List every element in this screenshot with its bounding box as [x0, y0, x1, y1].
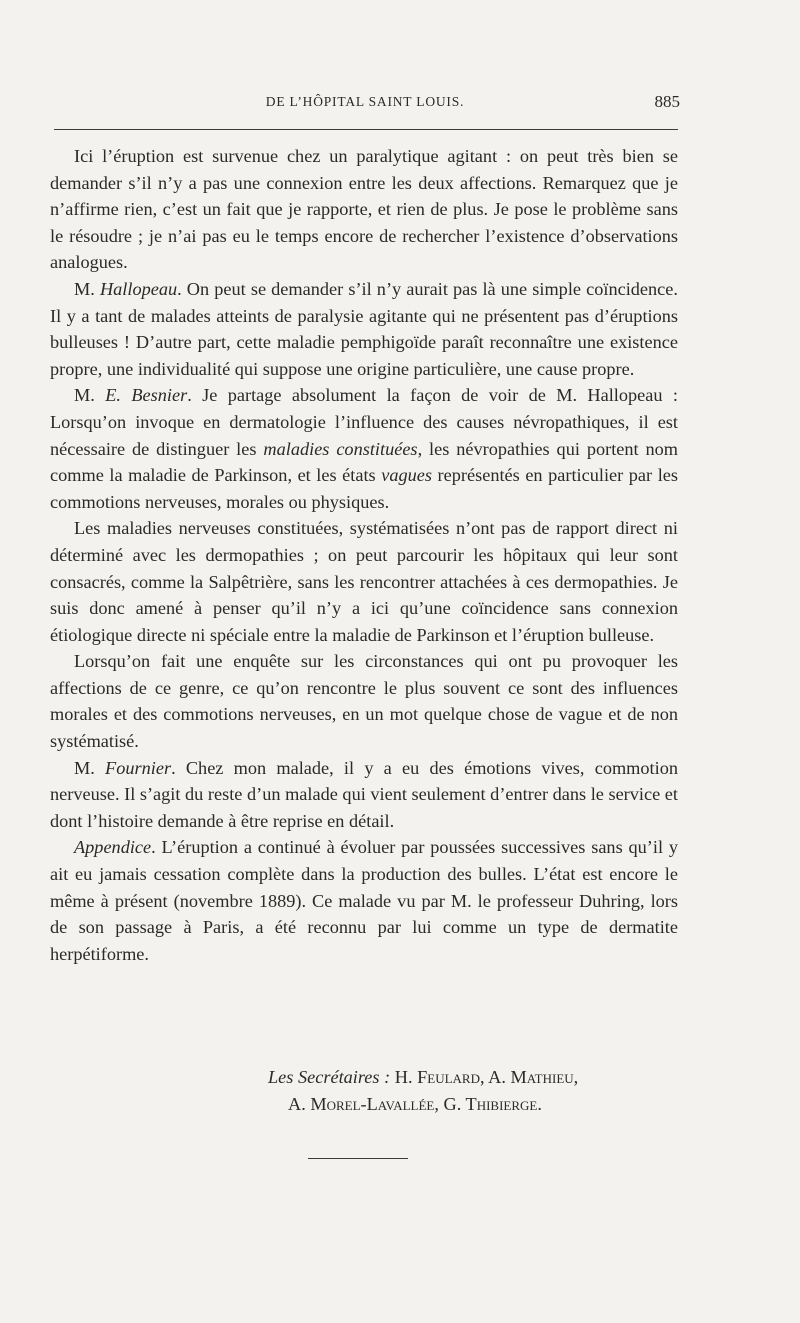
signature-names: A. Morel-Lavallée, G. Thibierge. [288, 1094, 542, 1114]
emphasis: vagues [381, 465, 432, 486]
paragraph-1: Ici l’éruption est survenue chez un paralytique agitant : on peut très bien se demander s’il n’y a pas une connexion entre les deux affections. Remarquez que je n’affirme rien, c’est un fait que je rapporte, et rien de plus. Je pose le problème sans le résoudre ; je n’ai pas eu le temps encore de rechercher l’existence d’observations analogues. [50, 146, 678, 273]
emphasis: maladies constituées [263, 438, 418, 459]
paragraph-5: Lorsqu’on fait une enquête sur les circonstances qui ont pu provoquer les affections de ce genre, ce qu’on rencontre le plus souvent ce sont des influences morales et des commotions nerveuses, en un mot quelque chose de vague et de non systématisé. [50, 651, 678, 752]
signature-line-2 [50, 1091, 678, 1118]
paragraph-4: Les maladies nerveuses constituées, systématisées n’ont pas de rapport direct ni déterminé avec les dermopathies ; on peut parcourir les hôpitaux qui leur sont consacrés, comme la Salpêtrière, sans les rencontrer attachées à ces dermopathies. Je suis donc amené à penser qu’il n’y a ici qu’une coïncidence sans connexion étiologique directe ni spéciale entre la maladie de Parkinson et l’éruption bulleuse. [50, 518, 678, 645]
speaker-name: E. Besnier [105, 385, 188, 406]
speaker-prefix: M. [74, 278, 100, 299]
paragraph-2 [50, 276, 678, 382]
paragraph-text: , les névropathies qui portent nom comme la maladie de Parkinson, et les états [50, 438, 679, 486]
speaker-name: Hallopeau [99, 278, 178, 299]
paragraph-6 [50, 755, 678, 835]
speaker-prefix: M. [74, 757, 106, 778]
signature-line-1 [50, 1064, 678, 1091]
page-number: 885 [654, 92, 680, 111]
speaker-name: Fournier [105, 757, 172, 778]
speaker-prefix: M. [74, 385, 106, 406]
paragraph-text: . L’éruption a continué à évoluer par poussées successives sans qu’il y ait eu jamais cessation complète dans la production des bulles. L’état est encore le même à présent (novembre 1889). Ce malade vu par M. le professeur Duhring, lors de son passage à Paris, a été reconnu par lui comme un type de dermatite herpétiforme. [50, 837, 678, 964]
paragraph-text: . Je partage absolument la façon de voir de M. Hallopeau : Lorsqu’on invoque en dermatologie l’influence des causes névropathiques, il est nécessaire de distinguer les [50, 385, 678, 459]
paragraph-7 [50, 834, 678, 967]
running-header [50, 92, 680, 114]
signature-names: H. Feulard, A. Mathieu, [394, 1067, 579, 1087]
running-title: DE L’HÔPITAL SAINT LOUIS. [265, 94, 465, 109]
paragraph-text: représentés en particulier par les commotions nerveuses, morales ou physiques. [50, 465, 678, 512]
end-rule [308, 1158, 408, 1159]
paragraph-text: . Chez mon malade, il y a eu des émotions vives, commotion nerveuse. Il s’agit du reste d’un malade qui vient seulement d’entrer dans le service et dont l’histoire demande à être reprise en détail. [50, 757, 678, 831]
body-text [50, 143, 678, 967]
paragraph-text: . On peut se demander s’il n’y aurait pas là une simple coïncidence. Il y a tant de malades atteints de paralysie agitante qui ne présentent pas d’éruptions bulleuses ! D’autre part, cette maladie pemphigoïde paraît reconnaître une existence propre, une individualité qui suppose une origine particulière, une cause propre. [50, 278, 678, 379]
signature-block [50, 1064, 678, 1118]
appendix-label: Appendice [74, 837, 152, 858]
paragraph-3 [50, 382, 678, 515]
signature-label: Les Secrétaires : [268, 1067, 391, 1087]
header-rule [54, 129, 678, 130]
